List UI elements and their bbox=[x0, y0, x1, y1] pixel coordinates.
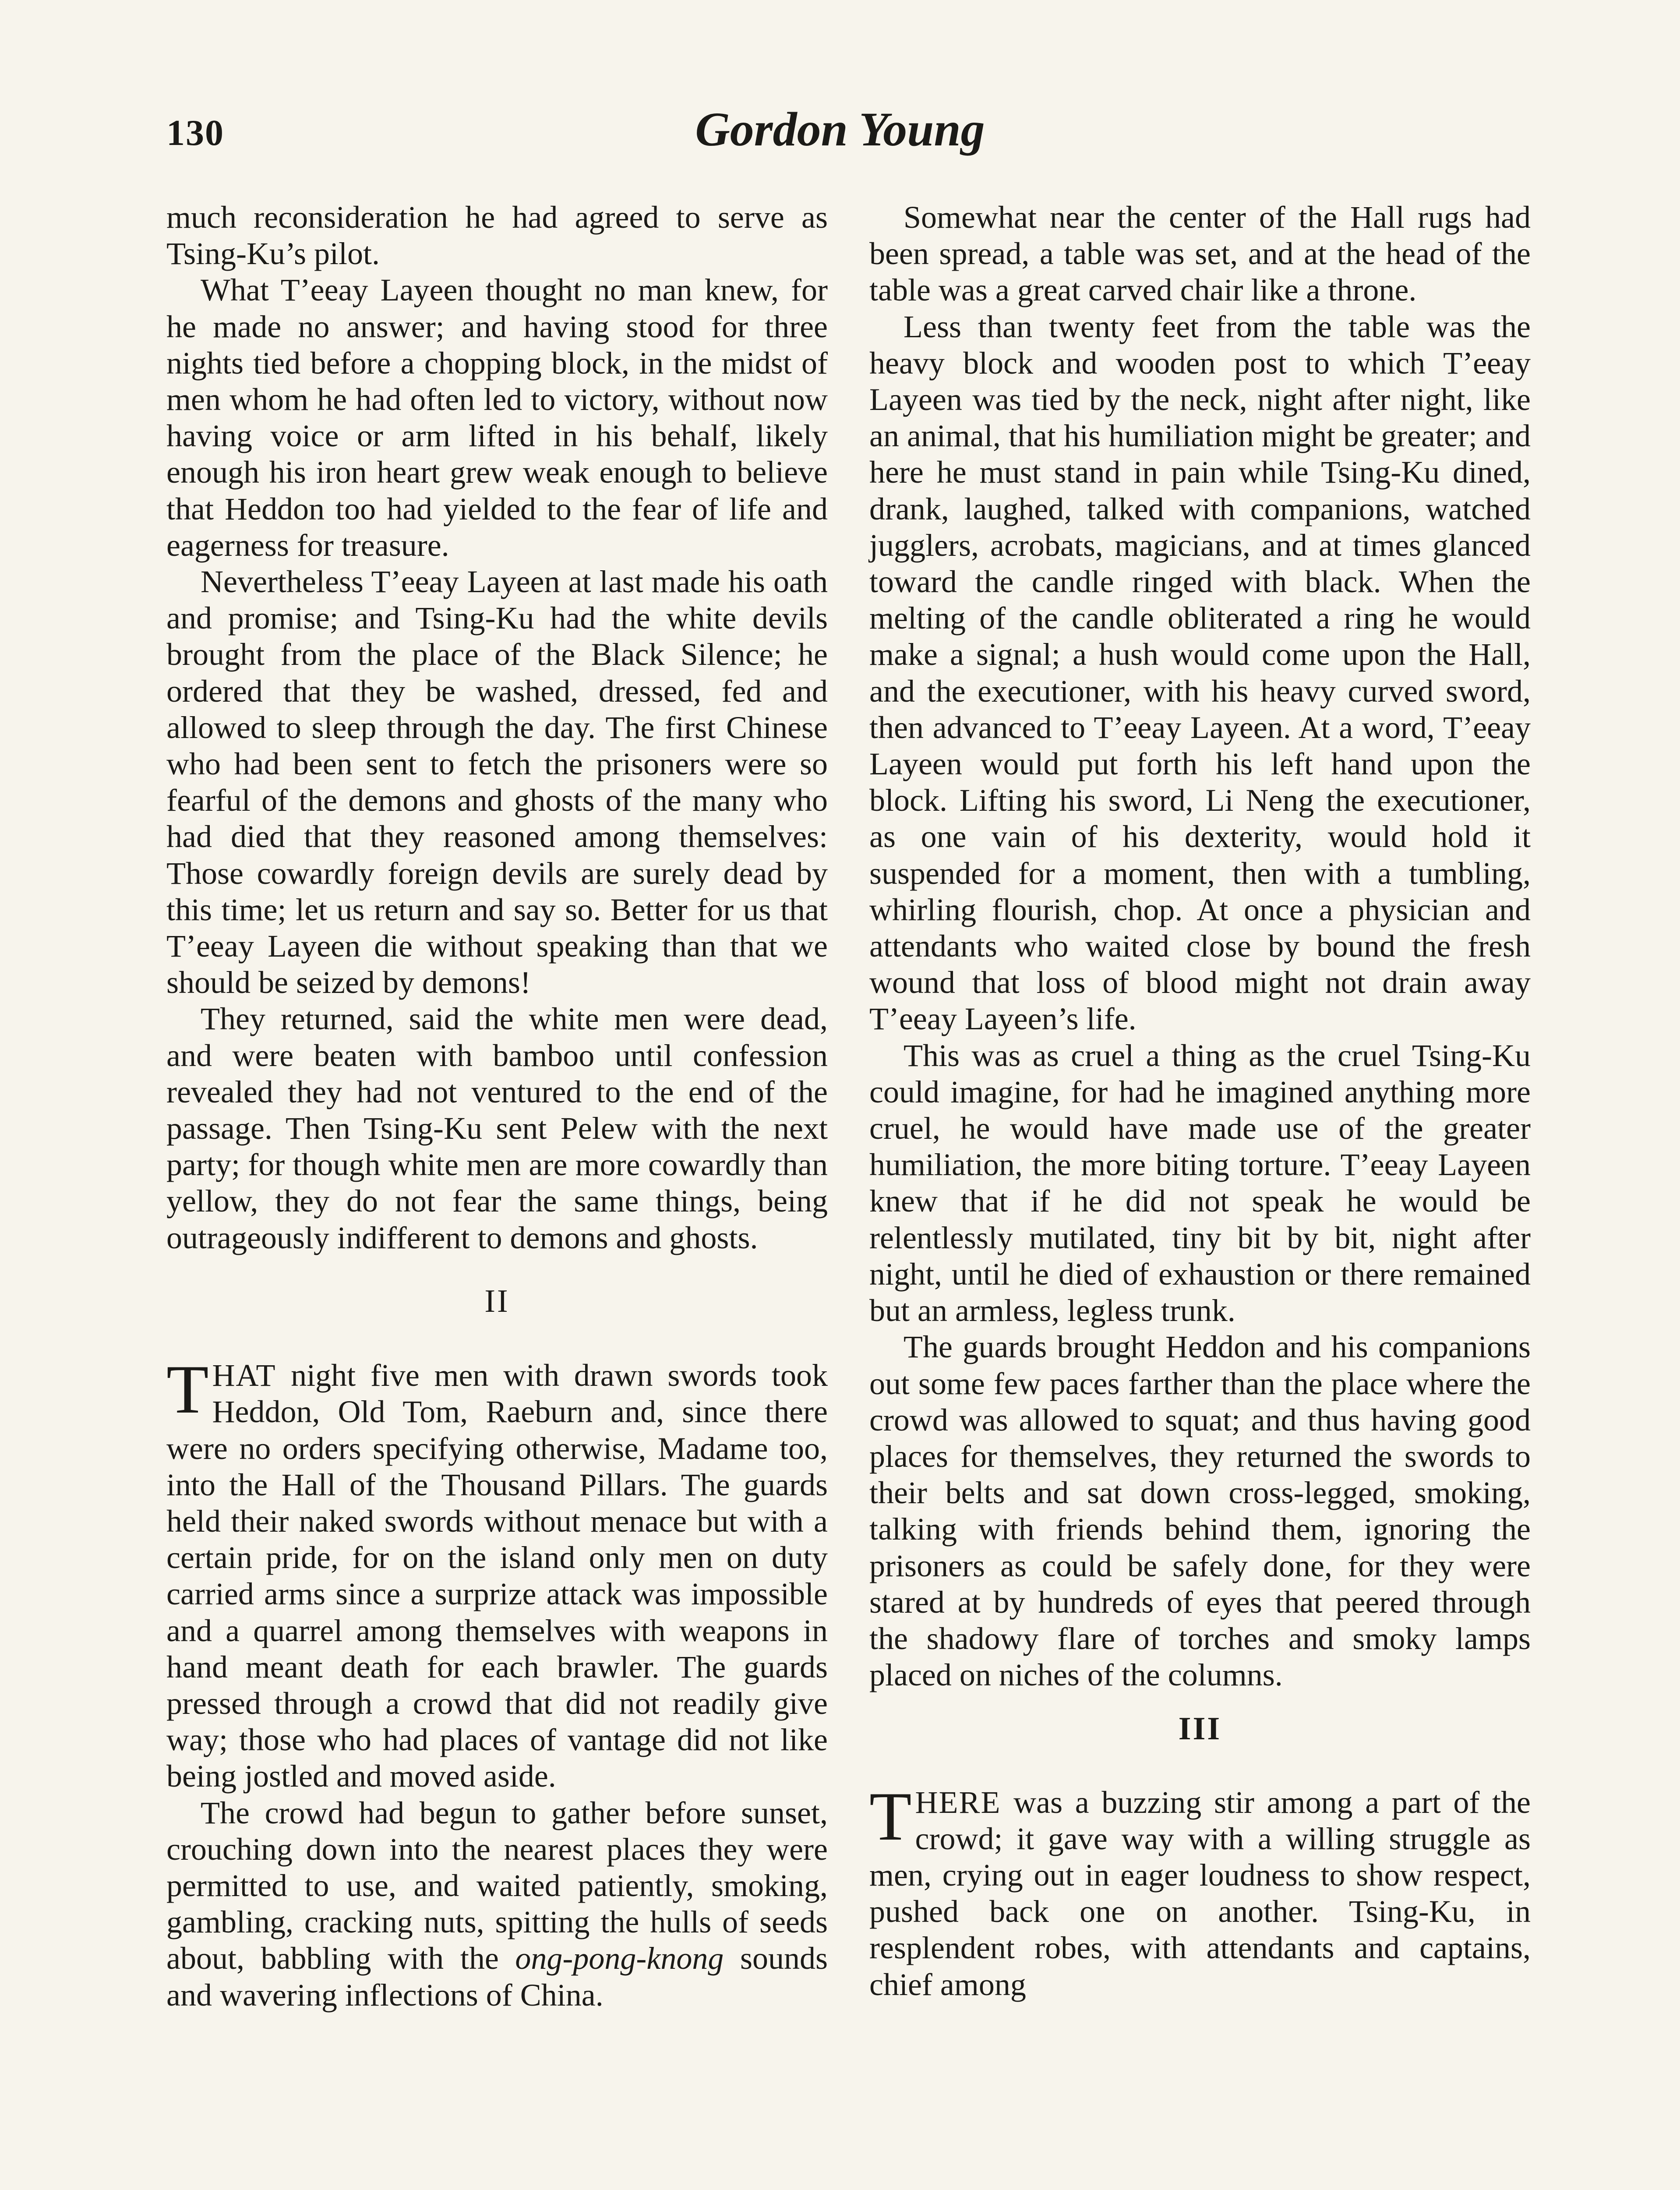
paragraph-text: sounds and wavering inflections of China. bbox=[166, 1941, 828, 2013]
section-heading: II bbox=[484, 1283, 510, 1319]
drop-cap: T bbox=[869, 1778, 912, 1855]
running-head-author: Gordon Young bbox=[695, 102, 985, 156]
section-heading: III bbox=[1178, 1711, 1222, 1747]
left-column bbox=[166, 199, 828, 2013]
paragraph: Less than twenty feet from the table was the heavy block and wooden post to which T’eeay Layeen was tied by the neck, night after night, like an animal, that his humiliation might be greater; and here he must stand in pain while Tsing-Ku dined, drank, laughed, talked with companions, watched jugglers, acrobats, magicians, and at times glanced toward the candle ringed with black. When the melting of the candle obliterated a ring he would make a signal; a hush would come upon the Hall, and the executioner, with his heavy curved sword, then advanced to T’eeay Layeen. At a word, T’eeay Layeen would put forth his left hand upon the block. Lifting his sword, Li Neng the executioner, as one vain of his dexterity, would hold it suspended for a moment, then with a tumbling, whirling flourish, chop. At once a physician and attendants who waited close by bound the fresh wound that loss of blood might not drain away T’eeay Layeen’s life. bbox=[869, 309, 1531, 1037]
paragraph-dropcap bbox=[166, 1351, 828, 1794]
paragraph-dropcap bbox=[869, 1778, 1531, 2003]
paragraph-text: The crowd had begun to gather before sunset, crouching down into the nearest places they were permitted to use, and waited patiently, smoking, gambling, cracking nuts, spitting the hulls of seeds about, babbling with the bbox=[166, 1795, 828, 1976]
italic-phrase: ong-pong-knong bbox=[515, 1941, 724, 1976]
paragraph: This was as cruel a thing as the cruel Tsing-Ku could imagine, for had he imagined anything more cruel, he would have made use of the greater humiliation, the more biting torture. T’eeay Layeen knew that if he did not speak he would be relentlessly mutilated, tiny bit by bit, night after night, until he died of exhaustion or there remained but an armless, legless trunk. bbox=[869, 1038, 1531, 1328]
page-number: 130 bbox=[166, 113, 224, 153]
paragraph-text: night five men with drawn swords took Heddon, Old Tom, Raeburn and, since there were no orders specifying otherwise, Madame too, into the Hall of the Thousand Pillars. The guards held their naked swords without menace but with a certain pride, for on the island only men on duty carried arms since a surprize attack was impossible and a quarrel among themselves with weapons in hand meant death for each brawler. The guards pressed through a crowd that did not readily give way; those who had places of vantage did not like being jostled and moved aside. bbox=[166, 1358, 828, 1794]
paragraph: much reconsideration he had agreed to serve as Tsing-Ku’s pilot. bbox=[166, 200, 828, 272]
paragraph bbox=[166, 1795, 828, 2013]
drop-cap: T bbox=[166, 1351, 209, 1428]
right-column bbox=[869, 199, 1531, 2003]
paragraph: Nevertheless T’eeay Layeen at last made his oath and promise; and Tsing-Ku had the white devils brought from the place of the Black Silence; he ordered that they be washed, dressed, fed and allowed to sleep through the day. The first Chinese who had been sent to fetch the prisoners were so fearful of the demons and ghosts of the many who had died that they reasoned among themselves: Those cowardly foreign devils are surely dead by this time; let us return and say so. Better for us that T’eeay Layeen die without speaking than that we should be seized by demons! bbox=[166, 564, 828, 1000]
paragraph: The guards brought Heddon and his companions out some few paces farther than the place where the crowd was allowed to squat; and thus having good places for themselves, they returned the swords to their belts and sat down cross-legged, smoking, talking with friends behind them, ignoring the prisoners as could be safely done, for they were stared at by hundreds of eyes that peered through the shadowy flare of torches and smoky lamps placed on niches of the columns. bbox=[869, 1329, 1531, 1693]
lead-in-word: HAT bbox=[212, 1358, 276, 1393]
lead-in-word: HERE bbox=[915, 1784, 1001, 1820]
paragraph: What T’eeay Layeen thought no man knew, for he made no answer; and having stood for three nights tied before a chopping block, in the midst of men whom he had often led to victory, without now having voice or arm lifted in his behalf, likely enough his iron heart grew weak enough to believe that Heddon too had yielded to the fear of life and eagerness for treasure. bbox=[166, 272, 828, 563]
paragraph-text: was a buzzing stir among a part of the crowd; it gave way with a willing struggle as men, crying out in eager loudness to show respect, pushed back one on another. Tsing-Ku, in resplendent robes, with attendants and captains, chief among bbox=[869, 1784, 1531, 2002]
paragraph: They returned, said the white men were dead, and were beaten with bamboo until confession revealed they had not ventured to the end of the passage. Then Tsing-Ku sent Pelew with the next party; for though white men are more cowardly than yellow, they do not fear the same things, being outrageously indifferent to demons and ghosts. bbox=[166, 1001, 828, 1255]
paragraph: Somewhat near the center of the Hall rugs had been spread, a table was set, and at the head of the table was a great carved chair like a throne. bbox=[869, 200, 1531, 308]
